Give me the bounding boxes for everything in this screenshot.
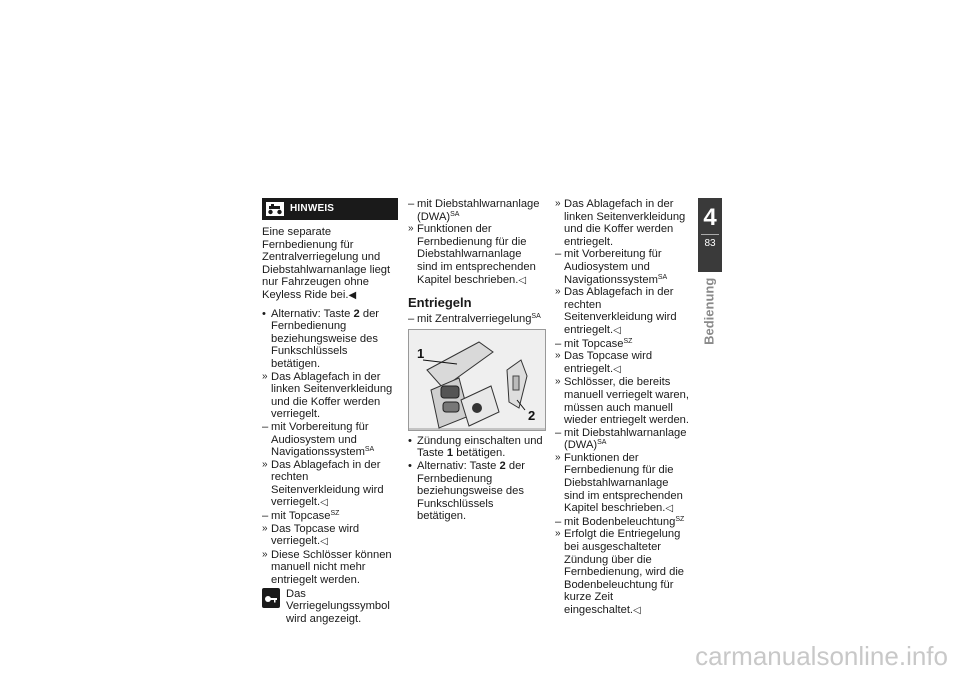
instruction-list <box>555 198 691 618</box>
result-step-item: » Das Ablagefach in der linken Seitenverkleidung und die Koffer werden entriegelt. <box>555 198 686 248</box>
list-marker: – <box>555 248 562 261</box>
instruction-list <box>408 435 544 523</box>
list-marker: » <box>555 451 561 463</box>
equipment-code: SA <box>364 446 375 454</box>
condition-item: – mit Topcase$^{SZ}$ <box>555 337 633 350</box>
key-reference: 2 <box>353 307 360 320</box>
list-marker: – <box>408 313 415 326</box>
list-marker: – <box>262 510 269 523</box>
callout-2: 2 <box>528 407 536 423</box>
list-marker: » <box>555 376 561 388</box>
end-marker: ◁ <box>613 363 621 375</box>
equipment-code: SA <box>450 210 460 218</box>
notice-text: Eine separate Fernbedienung für Zentralverriegelung und Diebstahlwarnanlage liegt nur Fahrzeugen ohne Keyless Ride bei. <box>262 226 391 301</box>
list-marker: » <box>262 548 268 560</box>
equipment-code: SZ <box>330 510 340 518</box>
list-marker: » <box>262 458 268 470</box>
motorcycle-notice-icon <box>266 202 284 216</box>
result-step-item: » Diese Schlösser können manuell nicht mehr entriegelt werden. <box>262 548 392 587</box>
condition-item: – mit Topcase$^{SZ}$ <box>262 510 340 523</box>
list-marker: » <box>555 528 561 540</box>
list-marker: » <box>555 350 561 362</box>
column-2 <box>408 198 544 523</box>
equipment-code: SZ <box>623 337 633 345</box>
remote-key-illustration <box>408 329 546 431</box>
result-step-item: » Schlösser, die bereits manuell verriegelt waren, müssen auch manuell wieder entriegelt werden. <box>555 376 689 427</box>
result-step-item: » Das Topcase wird verriegelt.◁ <box>262 522 360 548</box>
list-marker: • <box>262 307 266 320</box>
result-step-item: » Das Ablagefach in der linken Seitenverkleidung und die Koffer werden verriegelt. <box>262 370 393 421</box>
result-step-item: » Erfolgt die Entriegelung bei ausgeschalteter Zündung über die Fernbedienung, wird die Bodenbeleuchtung für kurze Zeit eingeschaltet.◁ <box>555 528 685 616</box>
end-marker: ◁ <box>613 324 621 336</box>
chapter-number: 4 <box>703 204 717 231</box>
bullet-item: • Zündung einschalten und Taste 1 betätigen. <box>408 434 543 460</box>
result-step-item: » Funktionen der Fernbedienung für die Diebstahlwarnanlage sind im entsprechenden Kapitel beschrieben.◁ <box>555 451 683 515</box>
list-marker: » <box>262 370 268 382</box>
result-step-item: » Das Topcase wird entriegelt.◁ <box>555 350 653 375</box>
list-marker: • <box>408 434 412 447</box>
watermark: carmanualsonline.info <box>695 641 948 671</box>
symbol-text: Das Verriegelungssymbol wird angezeigt. <box>286 587 390 625</box>
list-marker: – <box>408 198 415 210</box>
list-marker: » <box>262 522 268 534</box>
callout-1: 1 <box>417 345 425 361</box>
instruction-list <box>262 308 398 587</box>
end-marker: ◁ <box>320 536 328 548</box>
list-marker: – <box>555 337 562 350</box>
divider <box>701 234 719 235</box>
end-marker: ◀ <box>348 289 357 301</box>
instruction-list <box>408 198 544 287</box>
page-number: 83 <box>704 238 716 249</box>
list-marker: » <box>555 286 561 298</box>
column-3 <box>555 198 691 618</box>
condition-item: – mit Zentralverriegelung$^{SA}$ <box>408 313 541 326</box>
notice-body <box>262 226 398 303</box>
key-reference: 1 <box>446 447 454 460</box>
bullet-item: • Alternativ: Taste 2 der Fernbedienung beziehungsweise des Funkschlüssels betätigen. <box>408 459 526 523</box>
bullet-item: • Alternativ: Taste 2 der Fernbedienung beziehungsweise des Funkschlüssels betätigen. <box>262 307 380 370</box>
notice-title: HINWEIS <box>290 202 335 214</box>
lock-symbol-note <box>262 588 398 626</box>
result-step-item: » Das Ablagefach in der rechten Seitenverkleidung wird verriegelt.◁ <box>262 458 384 509</box>
handlebar-and-key-drawing <box>409 330 545 430</box>
equipment-code: SA <box>657 273 668 281</box>
end-marker: ◁ <box>320 497 328 509</box>
end-marker: ◁ <box>665 503 674 515</box>
condition-item: – mit Diebstahlwarnanlage (DWA)$^{SA}$ <box>408 198 540 223</box>
condition-item: – mit Bodenbeleuchtung$^{SZ}$ <box>555 515 685 528</box>
section-heading: Entriegeln <box>408 295 472 311</box>
condition-item: – mit Diebstahlwarnanlage (DWA)$^{SA}$ <box>555 426 687 452</box>
end-marker: ◁ <box>633 605 641 616</box>
chapter-tab <box>698 198 722 272</box>
list-marker: » <box>555 198 561 209</box>
result-step-item: » Das Ablagefach in der rechten Seitenverkleidung wird entriegelt.◁ <box>555 286 677 336</box>
condition-item: – mit Vorbereitung für Audiosystem und Navigationssystem$^{SA}$ <box>555 248 668 286</box>
list-marker: – <box>555 515 562 528</box>
list-marker: • <box>408 459 412 472</box>
chapter-label: Bedienung <box>701 277 717 345</box>
condition-item: – mit Vorbereitung für Audiosystem und Navigationssystem$^{SA}$ <box>262 420 375 459</box>
notice-header <box>262 198 398 220</box>
end-marker: ◁ <box>518 274 527 286</box>
equipment-code: SZ <box>675 515 685 523</box>
list-marker: – <box>555 426 562 439</box>
column-1 <box>262 198 398 625</box>
lock-symbol-icon <box>262 588 280 608</box>
key-reference: 2 <box>499 459 506 472</box>
equipment-code: SA <box>597 439 607 447</box>
result-step-item: » Funktionen der Fernbedienung für die Diebstahlwarnanlage sind im entsprechenden Kapitel beschrieben.◁ <box>408 223 536 286</box>
list-marker: – <box>262 420 269 433</box>
list-marker: » <box>408 223 414 235</box>
